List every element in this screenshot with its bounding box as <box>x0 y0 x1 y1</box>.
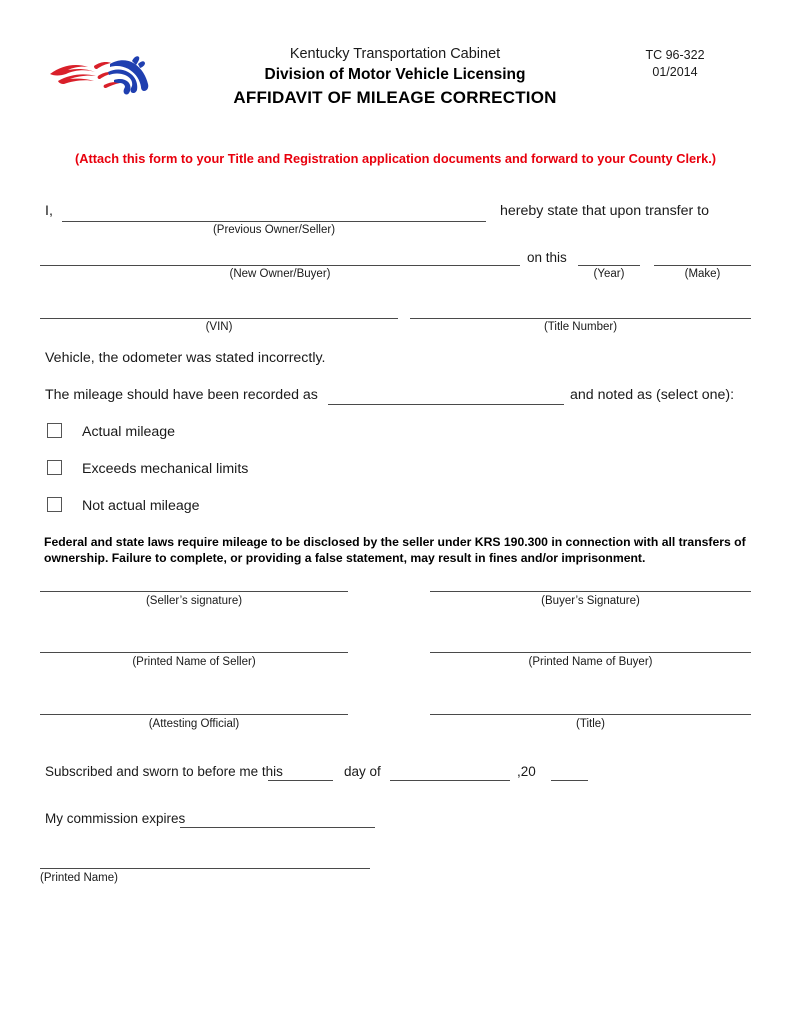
checkbox-actual-mileage[interactable] <box>47 423 62 438</box>
new-owner-caption: (New Owner/Buyer) <box>229 268 331 280</box>
year-caption: (Year) <box>593 268 625 280</box>
notary-day-input[interactable] <box>268 780 333 781</box>
form-number: TC 96-322 <box>645 48 705 62</box>
form-revision-date: 01/2014 <box>652 65 698 79</box>
official-title-input[interactable] <box>430 714 751 715</box>
printed-name-buyer-caption: (Printed Name of Buyer) <box>528 656 653 668</box>
agency-name: Kentucky Transportation Cabinet <box>289 46 501 62</box>
statement-trailing: hereby state that upon transfer to <box>500 203 710 219</box>
mileage-suffix: and noted as (select one): <box>570 387 735 403</box>
kentucky-transportation-horse-logo <box>48 52 156 98</box>
notary-printed-name-caption: (Printed Name) <box>40 872 118 884</box>
notary-printed-name-input[interactable] <box>40 868 370 869</box>
printed-name-seller-caption: (Printed Name of Seller) <box>132 656 256 668</box>
checkbox-label-exceeds-mechanical-limits: Exceeds mechanical limits <box>82 461 249 477</box>
checkbox-label-not-actual-mileage: Not actual mileage <box>82 498 200 514</box>
previous-owner-input[interactable] <box>62 221 486 222</box>
year-prefix-label: ,20 <box>517 764 536 779</box>
checkbox-not-actual-mileage[interactable] <box>47 497 62 512</box>
vehicle-sentence: Vehicle, the odometer was stated incorrectly. <box>45 350 326 366</box>
mileage-prefix: The mileage should have been recorded as <box>45 387 318 403</box>
notary-month-input[interactable] <box>390 780 510 781</box>
statement-lead-in: I, <box>45 203 53 219</box>
checkbox-exceeds-mechanical-limits[interactable] <box>47 460 62 475</box>
legal-disclosure-note <box>44 534 754 566</box>
official-title-caption: (Title) <box>576 718 605 730</box>
vin-caption: (VIN) <box>205 321 233 333</box>
document-header <box>0 0 791 130</box>
form-meta <box>615 47 735 81</box>
legal-note-line-2: ownership. Failure to complete, or providing a false statement, may result in fines and/or imprisonment. <box>44 551 646 565</box>
commission-expires-input[interactable] <box>180 827 375 828</box>
make-caption: (Make) <box>684 268 721 280</box>
buyer-signature-caption: (Buyer’s Signature) <box>541 595 640 607</box>
corrected-mileage-input[interactable] <box>328 404 564 405</box>
title-number-input[interactable] <box>410 318 751 319</box>
year-input[interactable] <box>578 265 640 266</box>
commission-expires-label: My commission expires <box>45 811 186 826</box>
checkbox-label-actual-mileage: Actual mileage <box>82 424 176 440</box>
printed-name-buyer-input[interactable] <box>430 652 751 653</box>
buyer-signature-input[interactable] <box>430 591 751 592</box>
notary-year-input[interactable] <box>551 780 588 781</box>
on-this-label: on this <box>527 250 567 265</box>
title-number-caption: (Title Number) <box>543 321 618 333</box>
previous-owner-caption: (Previous Owner/Seller) <box>212 224 336 236</box>
printed-name-seller-input[interactable] <box>40 652 348 653</box>
attesting-official-input[interactable] <box>40 714 348 715</box>
seller-signature-input[interactable] <box>40 591 348 592</box>
legal-note-line-1: Federal and state laws require mileage to be disclosed by the seller under KRS 190.300 in connection with all transfers of <box>44 535 746 549</box>
vin-input[interactable] <box>40 318 398 319</box>
attesting-official-caption: (Attesting Official) <box>148 718 240 730</box>
day-of-label: day of <box>344 764 381 779</box>
subscribed-sworn-label: Subscribed and sworn to before me this <box>45 764 283 779</box>
division-name: Division of Motor Vehicle Licensing <box>264 66 526 83</box>
form-title: AFFIDAVIT OF MILEAGE CORRECTION <box>233 88 557 107</box>
attach-form-notice: (Attach this form to your Title and Registration application documents and forward to your County Clerk.) <box>74 151 717 166</box>
make-input[interactable] <box>654 265 751 266</box>
seller-signature-caption: (Seller’s signature) <box>145 595 243 607</box>
header-title-block <box>160 44 630 110</box>
new-owner-input[interactable] <box>40 265 520 266</box>
